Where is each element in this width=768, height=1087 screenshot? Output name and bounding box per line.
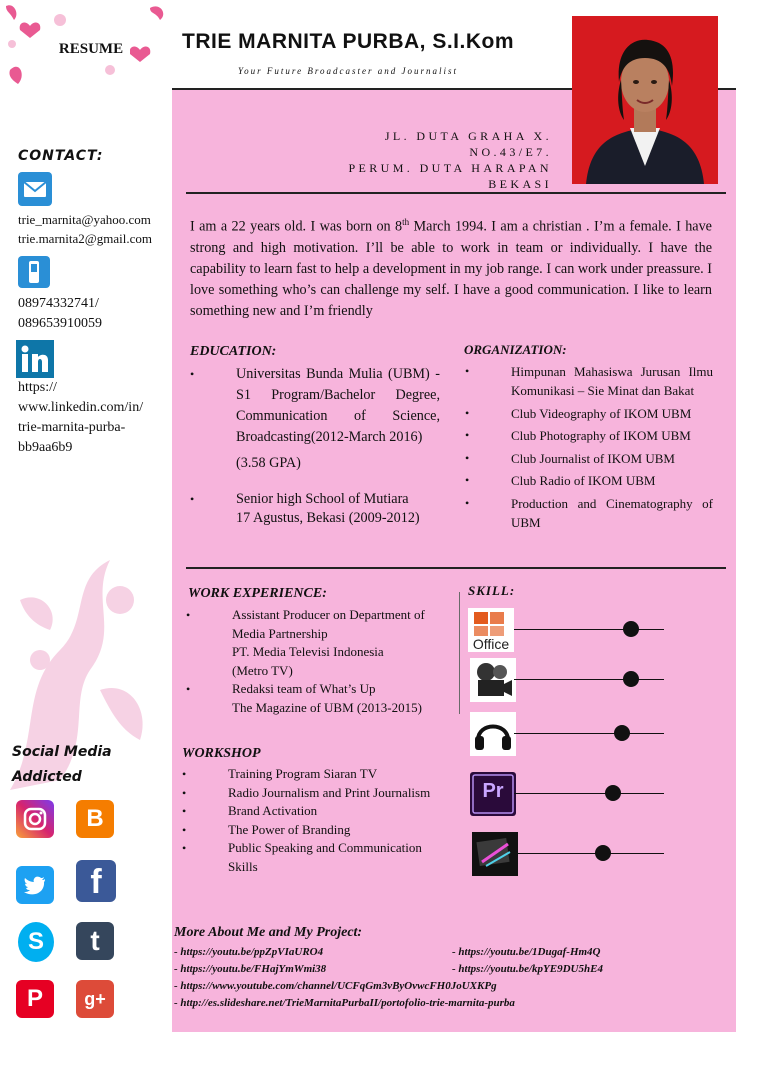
work-item [232, 680, 452, 717]
about-text: I am a 22 years old. I was born on 8 [190, 218, 403, 235]
email-icon [18, 172, 52, 206]
education-item [236, 490, 440, 528]
project-link[interactable]: - http://es.slideshare.net/TrieMarnitaPurbaII/portofolio-trie-marnita-purba [174, 997, 515, 1009]
workshop-title: WORKSHOP [182, 746, 261, 761]
workshop-item: • Training Program Siaran TV [228, 765, 446, 784]
organization-item: • Club Photography of IKOM UBM [511, 426, 713, 445]
project-link[interactable]: - https://youtu.be/FHajYmWmi38 [174, 963, 327, 975]
twitter-icon[interactable] [16, 866, 54, 904]
education-title: EDUCATION: [190, 344, 277, 359]
social-title [12, 740, 112, 790]
phone-number: 08974332741/ [18, 296, 99, 311]
skill-level-track [514, 793, 664, 794]
education-list [236, 364, 440, 528]
person-name: TRIE MARNITA PURBA, S.I.Kom [182, 30, 514, 53]
links-row [174, 961, 734, 978]
office-icon [468, 608, 514, 652]
links-section [174, 924, 734, 1012]
headphones-icon [470, 712, 516, 756]
address-line: BEKASI [488, 177, 552, 191]
skill-level-track [514, 679, 664, 680]
skill-level-dot [614, 725, 630, 741]
organization-item: • Club Radio of IKOM UBM [511, 471, 713, 490]
phone-number: 089653910059 [18, 316, 102, 331]
section-divider [186, 567, 726, 569]
about-superscript: th [402, 217, 410, 227]
skill-level-dot [623, 671, 639, 687]
work-title: WORK EXPERIENCE: [188, 586, 327, 601]
workshop-list [228, 765, 446, 876]
work-line: • Redaksi team of What’s Up [232, 681, 376, 696]
work-item [232, 606, 452, 680]
email-address[interactable]: trie_marnita@yahoo.com [18, 212, 151, 227]
address-block [300, 128, 552, 192]
organization-item: • Himpunan Mahasiswa Jurusan Ilmu Komunikasi – Sie Minat dan Bakat [511, 362, 713, 400]
final-cut-icon [472, 832, 518, 876]
work-line: • Assistant Producer on Department of [232, 607, 425, 622]
education-text: Universitas Bunda Mulia (UBM) -S1 Program/Bachelor Degree, Communication of Science, Broadcasting(2012-March 2016) [236, 366, 440, 445]
education-text: 17 Agustus, Bekasi (2009-2012) [236, 510, 420, 526]
organization-item: • Production and Cinematography of UBM [511, 494, 713, 532]
skill-title: SKILL: [468, 583, 516, 598]
contact-linkedin [18, 378, 143, 458]
workshop-item: • Brand Activation [228, 802, 446, 821]
education-item [236, 364, 440, 478]
linkedin-url[interactable]: www.linkedin.com/in/ [18, 400, 144, 415]
organization-item: • Club Videography of IKOM UBM [511, 404, 713, 423]
skype-icon[interactable]: S [18, 922, 54, 962]
skill-icon-label: Office [472, 636, 510, 652]
project-link[interactable]: - https://youtu.be/ppZpVIaURO4 [174, 946, 324, 958]
work-line: PT. Media Televisi Indonesia [232, 644, 384, 659]
address-line: PERUM. DUTA HARAPAN [348, 161, 552, 175]
project-link[interactable]: - https://www.youtube.com/channel/UCFqGm3vByOvwcFH0JoUXKPg [174, 980, 497, 992]
linkedin-url[interactable]: bb9aa6b9 [18, 440, 73, 455]
work-line: Media Partnership [232, 625, 328, 641]
tagline: Your Future Broadcaster and Journalist [238, 66, 459, 76]
facebook-icon[interactable]: f [76, 860, 116, 902]
social-title-line: Addicted [12, 769, 82, 785]
skill-level-track [514, 853, 664, 854]
linkedin-icon [16, 340, 54, 378]
column-divider [459, 592, 460, 714]
contact-title: CONTACT: [18, 148, 104, 164]
skill-level-dot [595, 845, 611, 861]
workshop-item: • Public Speaking and Communication Skills [228, 839, 446, 876]
pinterest-icon[interactable]: P [16, 980, 54, 1018]
work-line: The Magazine of UBM (2013-2015) [232, 699, 422, 715]
social-title-line: Social Media [12, 744, 112, 760]
contact-phone [18, 294, 102, 334]
project-link[interactable]: - https://youtu.be/kpYE9DU5hE4 [452, 963, 603, 975]
links-title: More About Me and My Project: [174, 925, 363, 940]
work-list [232, 606, 452, 717]
premiere-icon [470, 772, 516, 816]
resume-label: RESUME [52, 38, 130, 60]
linkedin-url[interactable]: trie-marnita-purba- [18, 420, 126, 435]
phone-icon [18, 256, 50, 288]
instagram-icon[interactable] [16, 800, 54, 838]
skill-level-dot [605, 785, 621, 801]
about-paragraph [190, 212, 712, 322]
project-link[interactable]: - https://youtu.be/1Dugaf-Hm4Q [452, 946, 601, 958]
google-plus-icon[interactable]: g+ [76, 980, 114, 1018]
profile-photo [572, 16, 718, 184]
section-divider [186, 192, 726, 194]
links-row [174, 944, 734, 961]
tumblr-icon[interactable]: t [76, 922, 114, 960]
organization-title: ORGANIZATION: [464, 342, 567, 357]
address-line: JL. DUTA GRAHA X. NO.43/E7. [384, 129, 552, 159]
skill-level-track [514, 733, 664, 734]
skill-level-track [514, 629, 664, 630]
contact-email [18, 210, 152, 248]
blogger-icon[interactable]: B [76, 800, 114, 838]
skill-level-dot [623, 621, 639, 637]
education-text: Senior high School of Mutiara [236, 491, 409, 507]
organization-list [511, 362, 713, 535]
film-icon [470, 658, 516, 702]
about-text: March 1994. I am a christian . I’m a female. I have strong and high motivation. I’ll be able to work in team or individually. I have the capability to learn fast to help a development in my job range. I can work under preassure. I love something who’s can challenge my self. I have a good communication. I like to learn something new and I’m friendly [190, 218, 712, 319]
email-address[interactable]: trie.marnita2@gmail.com [18, 231, 152, 246]
workshop-item: • The Power of Branding [228, 821, 446, 840]
workshop-item: • Radio Journalism and Print Journalism [228, 784, 446, 803]
organization-item: • Club Journalist of IKOM UBM [511, 449, 713, 468]
skill-icon-label: Pr [482, 780, 504, 802]
linkedin-url[interactable]: https:// [18, 380, 57, 395]
work-line: (Metro TV) [232, 662, 293, 678]
skill-list [466, 600, 676, 890]
education-gpa: (3.58 GPA) [236, 455, 301, 471]
